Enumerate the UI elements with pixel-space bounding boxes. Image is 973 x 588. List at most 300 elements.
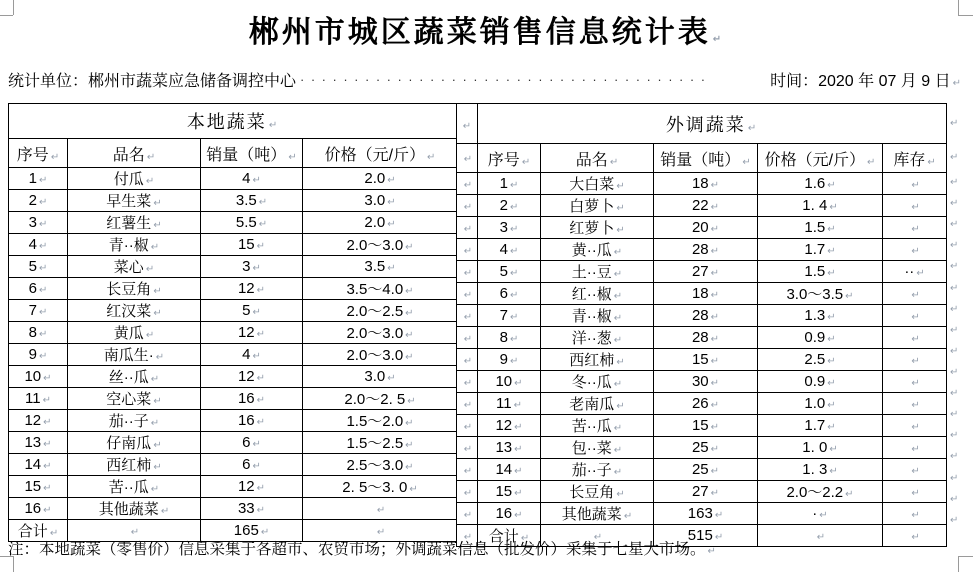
- table-cell[interactable]: [654, 393, 758, 415]
- stat-unit-label[interactable]: 统计单位：郴州市蔬菜应急储备调控中心: [8, 73, 297, 90]
- cell-value: 红萝卜: [569, 220, 615, 237]
- end-of-cell-mark: ↵: [256, 417, 266, 428]
- end-of-cell-mark: ↵: [463, 422, 473, 433]
- end-of-row-mark: [948, 341, 970, 362]
- table-cell[interactable]: [758, 415, 883, 437]
- end-of-cell-mark: ↵: [153, 396, 162, 407]
- end-of-cell-mark: ↵: [616, 203, 625, 214]
- table-cell[interactable]: [541, 173, 654, 195]
- table-cell[interactable]: [9, 344, 68, 366]
- table-cell[interactable]: [68, 410, 201, 432]
- table-cell[interactable]: [758, 305, 883, 327]
- table-cell[interactable]: [303, 300, 458, 322]
- table-cell[interactable]: [9, 322, 68, 344]
- end-of-cell-mark: ↵: [50, 151, 60, 163]
- table-cell[interactable]: [654, 327, 758, 349]
- end-of-cell-mark: ↵: [387, 175, 396, 186]
- table-cell[interactable]: [478, 349, 541, 371]
- table-cell[interactable]: [303, 168, 458, 190]
- table-cell[interactable]: [68, 212, 201, 234]
- table-cell[interactable]: [9, 212, 68, 234]
- table-cell[interactable]: [9, 366, 68, 388]
- cell-value: 茄··子: [108, 413, 149, 430]
- table-cell[interactable]: [758, 349, 883, 371]
- end-of-cell-mark: ↵: [258, 219, 268, 230]
- end-of-cell-mark: ↵: [463, 488, 473, 499]
- table-cell[interactable]: [654, 261, 758, 283]
- table-cell[interactable]: [68, 278, 201, 300]
- spacer-cell[interactable]: [457, 437, 478, 459]
- table-cell[interactable]: [883, 305, 947, 327]
- table-cell[interactable]: [654, 305, 758, 327]
- end-of-row-mark: [948, 299, 970, 320]
- end-of-cell-mark: ↵: [613, 335, 623, 346]
- table-cell[interactable]: [883, 481, 947, 503]
- spacer-cell[interactable]: [457, 327, 478, 349]
- table-cell[interactable]: [68, 498, 201, 520]
- end-of-row-mark: [948, 214, 970, 235]
- cell-value: 2.5: [804, 351, 826, 368]
- end-of-cell-mark: ↵: [256, 483, 266, 494]
- cell-value: 13: [495, 439, 513, 456]
- cell-value: 12: [237, 280, 255, 297]
- table-cell[interactable]: [758, 283, 883, 305]
- table-cell[interactable]: [68, 190, 201, 212]
- end-of-row-mark: [948, 235, 970, 256]
- table-cell[interactable]: [883, 415, 947, 437]
- table-cell[interactable]: [9, 498, 68, 520]
- spacer-cell[interactable]: [457, 261, 478, 283]
- cell-value: 3.0: [364, 368, 386, 385]
- table-cell[interactable]: [654, 371, 758, 393]
- table-cell[interactable]: [478, 393, 541, 415]
- table-cell[interactable]: [303, 432, 458, 454]
- table-cell[interactable]: [758, 481, 883, 503]
- pilcrow-icon: ↵: [950, 493, 959, 505]
- cell-value: 长豆角: [106, 281, 152, 298]
- table-cell[interactable]: [303, 322, 458, 344]
- table-cell[interactable]: [883, 393, 947, 415]
- table-cell[interactable]: [541, 349, 654, 371]
- table-cell[interactable]: [478, 503, 541, 525]
- table-cell[interactable]: [9, 256, 68, 278]
- spacer-cell[interactable]: [457, 481, 478, 503]
- end-of-cell-mark: ↵: [616, 357, 625, 368]
- cell-value: 空心菜: [106, 391, 152, 408]
- spacer-cell[interactable]: [457, 305, 478, 327]
- spacer-cell[interactable]: [457, 283, 478, 305]
- local-section-header[interactable]: [9, 104, 458, 139]
- table-cell[interactable]: [758, 437, 883, 459]
- cell-value: 12: [237, 324, 255, 341]
- spacer-cell[interactable]: [457, 173, 478, 195]
- spacer-cell[interactable]: [457, 217, 478, 239]
- margin-mark-top-right-v: [958, 0, 959, 15]
- column-header[interactable]: 序号 ↵: [9, 139, 68, 168]
- table-cell[interactable]: [541, 239, 654, 261]
- table-cell[interactable]: [201, 476, 303, 498]
- table-cell[interactable]: [541, 305, 654, 327]
- end-of-cell-mark: ↵: [616, 489, 625, 500]
- document-title-row: [0, 14, 973, 59]
- cell-value: 7: [28, 302, 37, 319]
- table-cell[interactable]: [9, 476, 68, 498]
- table-cell[interactable]: [758, 195, 883, 217]
- table-cell[interactable]: [201, 322, 303, 344]
- cell-value: 25: [691, 461, 709, 478]
- end-of-cell-mark: ↵: [509, 224, 519, 235]
- pilcrow-icon: ↵: [950, 367, 959, 379]
- end-of-cell-mark: ↵: [514, 444, 523, 455]
- table-cell[interactable]: [541, 327, 654, 349]
- table-cell[interactable]: [201, 256, 303, 278]
- table-cell[interactable]: [303, 278, 458, 300]
- table-cell[interactable]: [9, 454, 68, 476]
- cell-value: 冬··瓜: [571, 374, 612, 391]
- end-of-cell-mark: ↵: [514, 466, 523, 477]
- table-cell[interactable]: [883, 459, 947, 481]
- end-of-cell-mark: ↵: [387, 197, 396, 208]
- spacer-cell[interactable]: [457, 393, 478, 415]
- end-of-row-mark: [948, 103, 970, 143]
- table-cell[interactable]: [654, 283, 758, 305]
- spacer-cell[interactable]: [457, 371, 478, 393]
- end-of-cell-mark: ↵: [252, 461, 261, 472]
- table-cell[interactable]: [654, 349, 758, 371]
- external-section-header[interactable]: [478, 104, 947, 144]
- end-of-cell-mark: ↵: [405, 440, 414, 451]
- end-of-cell-mark: ↵: [252, 351, 261, 362]
- table-cell[interactable]: [303, 366, 458, 388]
- cell-value: 4: [28, 236, 37, 253]
- table-cell[interactable]: [9, 300, 68, 322]
- table-cell[interactable]: [478, 305, 541, 327]
- end-of-cell-mark: ↵: [150, 242, 160, 253]
- table-cell[interactable]: [478, 283, 541, 305]
- end-of-cell-mark: ↵: [710, 268, 720, 279]
- footnote[interactable]: 注：本地蔬菜（零售价）信息采集于各超市、农贸市场；外调蔬菜信息（批发价）采集于七星大市场。: [8, 541, 706, 558]
- table-cell[interactable]: [201, 168, 303, 190]
- table-cell[interactable]: [654, 459, 758, 481]
- cell-value: 11: [496, 395, 512, 412]
- table-cell[interactable]: [9, 278, 68, 300]
- end-of-cell-mark: ↵: [613, 423, 623, 434]
- table-cell[interactable]: [478, 239, 541, 261]
- table-cell[interactable]: [654, 415, 758, 437]
- table-row: [9, 322, 458, 344]
- table-cell[interactable]: [303, 498, 458, 520]
- column-header[interactable]: 销量（吨） ↵: [201, 139, 303, 168]
- date-label[interactable]: 时间：2020 年 07 月 9 日: [770, 73, 951, 90]
- table-cell[interactable]: [478, 217, 541, 239]
- table-cell[interactable]: [654, 437, 758, 459]
- table-cell[interactable]: [9, 388, 68, 410]
- end-of-cell-mark: ↵: [514, 422, 523, 433]
- end-of-cell-mark: ↵: [405, 330, 414, 341]
- end-of-cell-mark: ↵: [42, 395, 51, 406]
- table-cell[interactable]: [758, 217, 883, 239]
- end-of-cell-mark: ↵: [613, 313, 623, 324]
- table-cell[interactable]: [478, 415, 541, 437]
- table-cell[interactable]: [758, 239, 883, 261]
- column-header[interactable]: 品名 ↵: [68, 139, 201, 168]
- column-header[interactable]: 价格（元/斤） ↵: [303, 139, 458, 168]
- column-header[interactable]: 品名 ↵: [541, 144, 654, 173]
- end-of-cell-mark: ↵: [463, 268, 473, 279]
- table-cell[interactable]: [758, 173, 883, 195]
- end-of-cell-mark: ↵: [463, 510, 473, 521]
- cell-value: 15: [691, 417, 709, 434]
- end-of-cell-mark: ↵: [710, 180, 720, 191]
- table-cell[interactable]: [9, 234, 68, 256]
- cell-value: 西红柿: [106, 457, 152, 474]
- table-cell[interactable]: [541, 261, 654, 283]
- table-cell[interactable]: [68, 300, 201, 322]
- end-of-cell-mark: ↵: [288, 151, 297, 163]
- end-of-cell-mark: ↵: [927, 156, 936, 168]
- end-of-cell-mark: ↵: [405, 352, 414, 363]
- table-cell[interactable]: [68, 256, 201, 278]
- table-cell[interactable]: [654, 503, 758, 525]
- cell-value: 27: [691, 483, 709, 500]
- table-cell[interactable]: [201, 388, 303, 410]
- table-cell[interactable]: [541, 283, 654, 305]
- table-cell[interactable]: [883, 261, 947, 283]
- table-cell[interactable]: [303, 476, 458, 498]
- end-of-cell-mark: ↵: [463, 224, 473, 235]
- table-cell[interactable]: [9, 190, 68, 212]
- end-of-cell-mark: ↵: [153, 440, 162, 451]
- end-of-cell-mark: ↵: [616, 225, 625, 236]
- table-cell[interactable]: [883, 217, 947, 239]
- table-cell[interactable]: [68, 168, 201, 190]
- table-cell[interactable]: [883, 503, 947, 525]
- table-cell[interactable]: [541, 217, 654, 239]
- spacer-cell[interactable]: [457, 239, 478, 261]
- end-of-cell-mark: ↵: [911, 224, 920, 235]
- spacer-cell: [457, 144, 478, 173]
- table-cell[interactable]: [541, 393, 654, 415]
- end-of-cell-mark: ↵: [405, 462, 414, 473]
- end-of-cell-mark: ↵: [43, 483, 52, 494]
- cell-value: 6: [499, 285, 508, 302]
- external-vegetables-table[interactable]: [456, 103, 947, 547]
- table-row: [457, 305, 947, 327]
- end-of-cell-mark: ↵: [613, 247, 623, 258]
- table-cell[interactable]: [201, 190, 303, 212]
- cell-value: 12: [495, 417, 513, 434]
- end-of-cell-mark: ↵: [911, 180, 920, 191]
- table-cell[interactable]: [758, 327, 883, 349]
- table-cell[interactable]: [303, 190, 458, 212]
- table-cell[interactable]: [68, 344, 201, 366]
- table-cell[interactable]: [883, 525, 947, 547]
- end-of-cell-mark: ↵: [710, 334, 720, 345]
- table-cell[interactable]: [883, 173, 947, 195]
- end-of-cell-mark: ↵: [252, 263, 261, 274]
- table-cell[interactable]: [758, 393, 883, 415]
- table-cell[interactable]: [883, 239, 947, 261]
- table-cell[interactable]: [478, 371, 541, 393]
- table-row: [457, 503, 947, 525]
- table-cell[interactable]: [758, 525, 883, 547]
- table-cell[interactable]: [201, 234, 303, 256]
- end-of-cell-mark: ↵: [38, 241, 48, 252]
- table-cell[interactable]: [883, 327, 947, 349]
- footnote-row: [8, 537, 716, 559]
- table-cell[interactable]: [303, 410, 458, 432]
- table-cell[interactable]: [68, 432, 201, 454]
- end-of-cell-mark: ↵: [252, 307, 261, 318]
- page-title[interactable]: 郴州市城区蔬菜销售信息统计表: [248, 16, 711, 49]
- table-cell[interactable]: [68, 388, 201, 410]
- table-cell[interactable]: [541, 481, 654, 503]
- end-of-cell-mark: ↵: [509, 312, 519, 323]
- table-cell[interactable]: [541, 459, 654, 481]
- spacer-cell[interactable]: [457, 195, 478, 217]
- end-of-cell-mark: ↵: [463, 444, 473, 455]
- cell-value: 2.0～2.5: [346, 303, 404, 320]
- spacer-cell[interactable]: [457, 349, 478, 371]
- table-cell[interactable]: [541, 503, 654, 525]
- table-cell[interactable]: [883, 283, 947, 305]
- column-header[interactable]: 库存 ↵: [883, 144, 947, 173]
- table-cell[interactable]: [478, 481, 541, 503]
- table-cell[interactable]: [883, 349, 947, 371]
- cell-value: 33: [237, 500, 255, 517]
- end-of-cell-mark: ↵: [514, 488, 523, 499]
- cell-value: 2.5～3.0: [346, 457, 404, 474]
- column-header[interactable]: 销量（吨） ↵: [654, 144, 758, 173]
- table-cell[interactable]: [883, 371, 947, 393]
- table-cell[interactable]: [654, 173, 758, 195]
- table-cell[interactable]: [9, 432, 68, 454]
- table-cell[interactable]: [541, 437, 654, 459]
- end-of-cell-mark: ↵: [463, 356, 473, 367]
- end-of-row-mark: [948, 143, 970, 172]
- table-cell[interactable]: [654, 239, 758, 261]
- table-cell[interactable]: [201, 212, 303, 234]
- end-of-cell-mark: ↵: [911, 246, 920, 257]
- end-of-cell-mark: ↵: [38, 329, 48, 340]
- spacer-cell[interactable]: [457, 459, 478, 481]
- end-of-row-mark: [948, 362, 970, 383]
- end-of-cell-mark: ↵: [827, 378, 836, 389]
- table-cell[interactable]: [541, 195, 654, 217]
- end-of-cell-mark: ↵: [463, 246, 473, 257]
- cell-value: 1. 0: [802, 439, 828, 456]
- table-cell[interactable]: [758, 459, 883, 481]
- cell-value: 5: [28, 258, 37, 275]
- table-cell[interactable]: [201, 300, 303, 322]
- cell-value: 2: [28, 192, 37, 209]
- table-cell[interactable]: [478, 459, 541, 481]
- end-of-cell-mark: ↵: [509, 180, 519, 191]
- table-cell[interactable]: [201, 498, 303, 520]
- table-cell[interactable]: [758, 371, 883, 393]
- cell-value: 苦··瓜: [108, 479, 149, 496]
- cell-value: 合计: [17, 523, 48, 540]
- end-of-cell-mark: ↵: [827, 180, 836, 191]
- table-cell[interactable]: [201, 454, 303, 476]
- end-of-cell-mark: ↵: [747, 122, 759, 134]
- table-cell[interactable]: [478, 195, 541, 217]
- table-cell[interactable]: [9, 168, 68, 190]
- pilcrow-icon: ↵: [950, 409, 959, 421]
- end-of-cell-mark: ↵: [43, 461, 52, 472]
- end-of-cell-mark: ↵: [911, 510, 920, 521]
- table-cell[interactable]: [654, 217, 758, 239]
- table-row: [9, 388, 458, 410]
- cell-value: 165: [233, 522, 259, 539]
- table-cell[interactable]: [758, 503, 883, 525]
- table-row: [9, 410, 458, 432]
- table-cell[interactable]: [478, 437, 541, 459]
- end-of-cell-mark: ↵: [710, 312, 720, 323]
- table-cell[interactable]: [654, 481, 758, 503]
- end-of-cell-mark: ↵: [911, 488, 920, 499]
- table-cell[interactable]: [758, 261, 883, 283]
- table-cell[interactable]: [303, 234, 458, 256]
- table-cell[interactable]: [68, 366, 201, 388]
- table-row: [457, 195, 947, 217]
- table-cell[interactable]: [201, 278, 303, 300]
- cell-value: 26: [691, 395, 709, 412]
- table-cell[interactable]: [541, 415, 654, 437]
- cell-value: 1.5: [804, 219, 826, 236]
- table-cell[interactable]: [68, 476, 201, 498]
- table-cell[interactable]: [68, 454, 201, 476]
- spacer-cell[interactable]: [457, 415, 478, 437]
- cell-value: 付瓜: [113, 171, 144, 188]
- column-header[interactable]: 序号 ↵: [478, 144, 541, 173]
- table-cell[interactable]: [68, 234, 201, 256]
- table-cell[interactable]: [541, 371, 654, 393]
- table-cell[interactable]: [303, 344, 458, 366]
- table-cell[interactable]: [883, 195, 947, 217]
- table-cell[interactable]: [478, 261, 541, 283]
- table-cell[interactable]: [303, 388, 458, 410]
- cell-value: 3.0～3.5: [786, 286, 844, 303]
- table-row: [9, 498, 458, 520]
- table-cell[interactable]: [303, 212, 458, 234]
- spacer-cell[interactable]: [457, 503, 478, 525]
- table-row: [9, 300, 458, 322]
- cell-value: 2.0～2.2: [786, 484, 844, 501]
- table-cell[interactable]: [201, 410, 303, 432]
- end-of-row-marks: [948, 103, 970, 531]
- table-cell[interactable]: [654, 195, 758, 217]
- end-of-cell-mark: ↵: [376, 505, 386, 516]
- table-cell[interactable]: [201, 344, 303, 366]
- local-vegetables-table[interactable]: [8, 103, 458, 542]
- table-cell[interactable]: [883, 437, 947, 459]
- table-cell[interactable]: [68, 322, 201, 344]
- cell-value: 1.5～2.5: [346, 435, 404, 452]
- table-cell[interactable]: [9, 410, 68, 432]
- cell-value: ··: [904, 263, 915, 280]
- table-cell[interactable]: [478, 327, 541, 349]
- cell-value: 28: [691, 307, 709, 324]
- table-cell[interactable]: [478, 173, 541, 195]
- subtitle-row: [8, 68, 961, 91]
- cell-value: 9: [28, 346, 37, 363]
- column-header[interactable]: 价格（元/斤） ↵: [758, 144, 883, 173]
- table-cell[interactable]: [201, 432, 303, 454]
- table-cell[interactable]: [303, 454, 458, 476]
- table-cell[interactable]: [303, 256, 458, 278]
- table-cell[interactable]: [201, 366, 303, 388]
